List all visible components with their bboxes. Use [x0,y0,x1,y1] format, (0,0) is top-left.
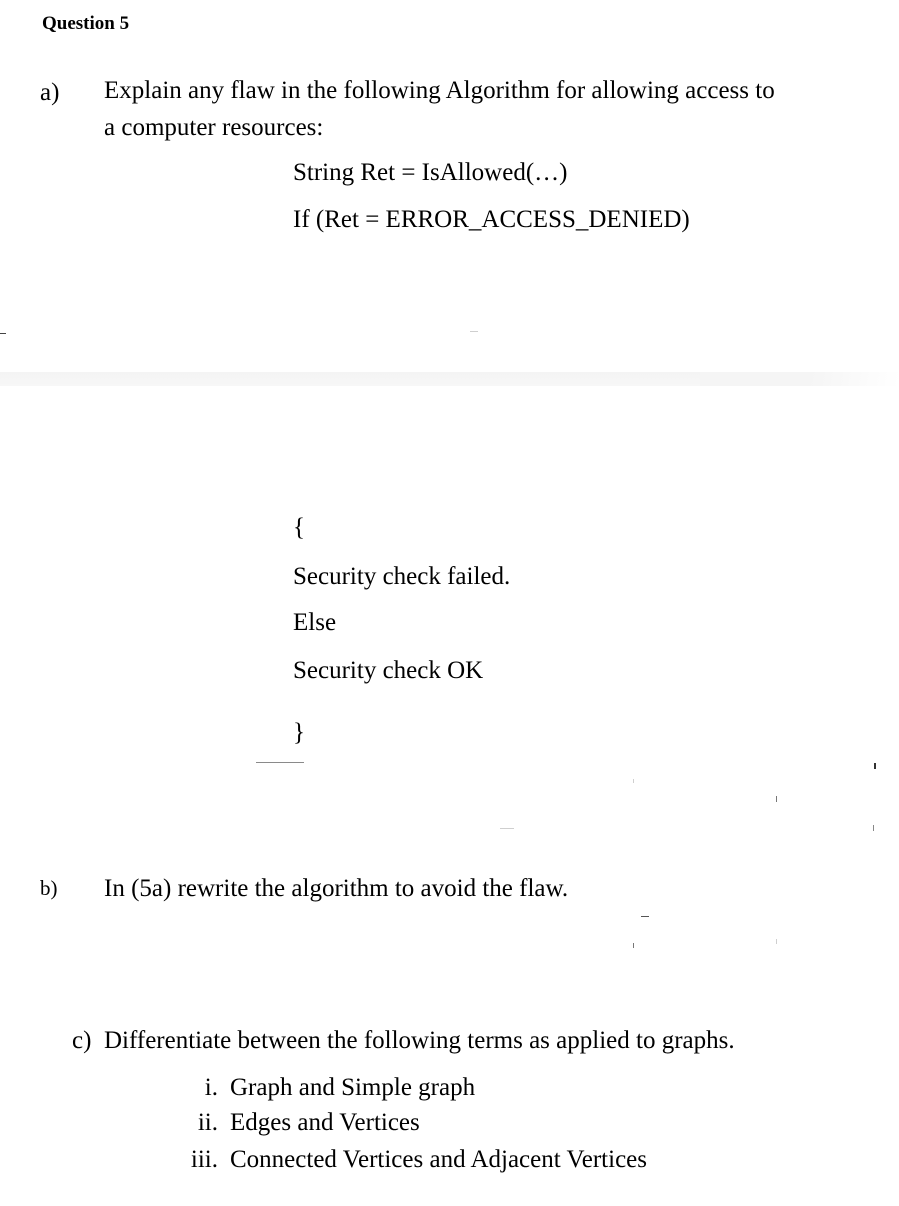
scan-mark [641,916,649,917]
list-numeral: ii. [197,1109,218,1136]
scan-mark [633,943,634,948]
part-c-label: c) [72,1027,92,1054]
part-b-text: In (5a) rewrite the algorithm to avoid the flaw. [104,875,569,902]
scan-mark [470,331,478,332]
code-line: { [293,514,305,541]
scan-mark [873,825,874,831]
list-item-text: Graph and Simple graph [230,1074,476,1101]
list-item-text: Connected Vertices and Adjacent Vertices [230,1146,647,1173]
code-line: If (Ret = ERROR_ACCESS_DENIED) [293,206,690,233]
part-a-label: a) [40,79,60,106]
list-item-text: Edges and Vertices [230,1109,420,1136]
list-numeral: iii. [190,1146,218,1173]
scan-mark [776,939,777,944]
list-numeral: i. [204,1074,218,1101]
scan-mark [874,763,876,769]
code-line: String Ret = IsAllowed(…) [293,159,568,186]
part-a-text-line1: Explain any flaw in the following Algorithm for allowing access to [104,77,775,104]
code-underline [256,762,304,763]
code-line: Security check failed. [293,563,511,590]
scan-mark [0,333,6,334]
question-title: Question 5 [42,13,130,34]
scan-mark [776,796,777,802]
code-line: } [293,719,305,746]
part-c-text: Differentiate between the following terms as applied to graphs. [104,1027,735,1054]
code-line: Security check OK [293,657,484,684]
scan-mark [633,779,634,783]
part-b-label: b) [40,876,58,900]
scan-mark [500,828,514,829]
page-break-taper [700,372,899,386]
code-line: Else [293,609,337,636]
part-a-text-line2: a computer resources: [104,114,324,141]
